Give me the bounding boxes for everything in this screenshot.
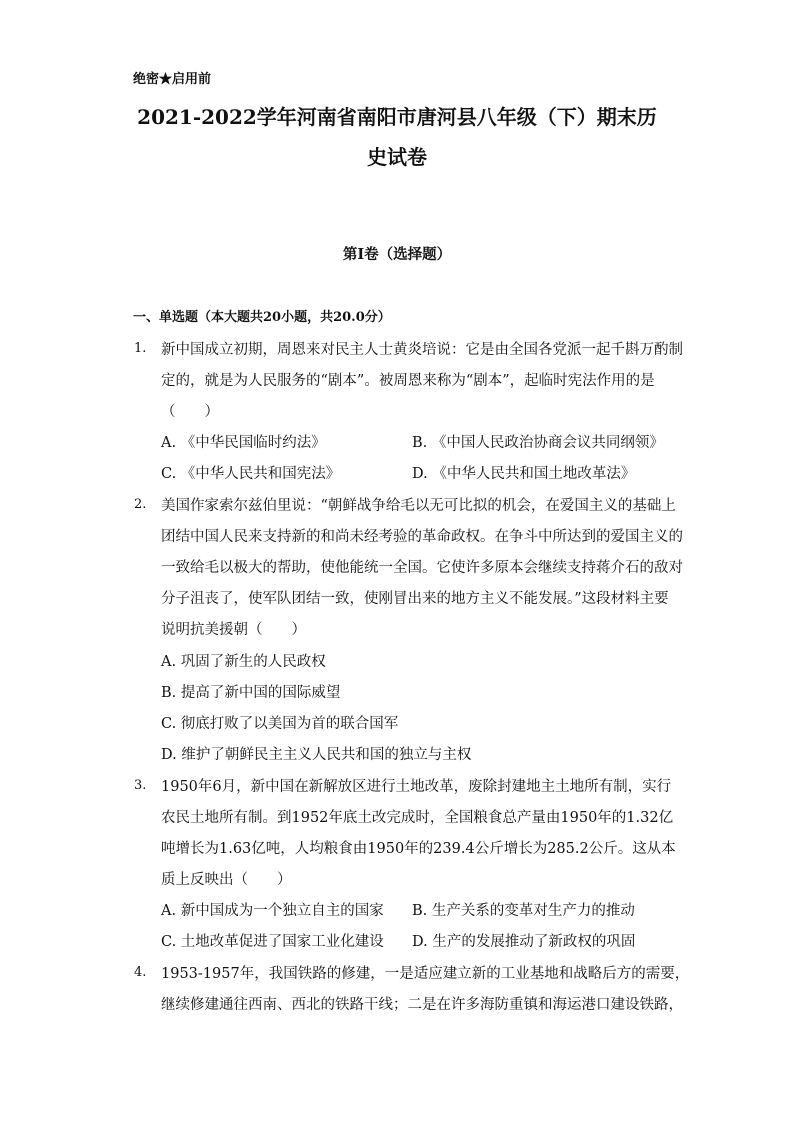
question-text-line: （ ） xyxy=(161,404,219,420)
question-number: 1. xyxy=(134,341,147,356)
question-text-line: 农民土地所有制。到1952年底土改完成时，全国粮食总产量由1950年的1.32亿 xyxy=(161,810,674,826)
option-c: C. 土地改革促进了国家工业化建设 xyxy=(161,934,384,950)
option-a: A. 新中国成为一个独立自主的国家 xyxy=(161,903,384,919)
exam-title-line1: 2021-2022学年河南省南阳市唐河县八年级（下）期末历 xyxy=(137,105,657,129)
question-number: 3. xyxy=(134,778,147,793)
question-text-line: 说明抗美援朝（ ） xyxy=(161,622,306,638)
option-b: B. 《中国人民政治协商会议共同纲领》 xyxy=(412,435,664,451)
question-text-line: 美国作家索尔兹伯里说：“朝鲜战争给毛以无可比拟的机会，在爱国主义的基础上 xyxy=(161,498,676,514)
question-text-line: 团结中国人民来支持新的和尚未经考验的革命政权。在争斗中所达到的爱国主义的 xyxy=(161,529,683,545)
option-b: B. 生产关系的变革对生产力的推动 xyxy=(412,903,635,919)
question-text-line: 1953-1957年，我国铁路的修建，一是适应建立新的工业基地和战略后方的需要， xyxy=(161,966,690,982)
option-b: B. 提高了新中国的国际威望 xyxy=(161,685,341,701)
option-d: D. 维护了朝鲜民主主义人民共和国的独立与主权 xyxy=(161,747,472,763)
question-number: 2. xyxy=(134,497,147,512)
option-c: C. 《中华人民共和国宪法》 xyxy=(161,466,341,482)
option-a: A. 巩固了新生的人民政权 xyxy=(161,654,326,670)
question-number: 4. xyxy=(134,965,147,980)
question-text-line: 一致给毛以极大的帮助，使他能统一全国。它使许多原本会继续支持蒋介石的敌对 xyxy=(161,560,683,576)
section-title: 一、单选题（本大题共20小题，共20.0分） xyxy=(133,310,391,325)
question-text-line: 质上反映出（ ） xyxy=(161,872,292,888)
option-d: D. 《中华人民共和国土地改革法》 xyxy=(412,466,636,482)
option-c: C. 彻底打败了以美国为首的联合国军 xyxy=(161,716,399,732)
exam-title-line2: 史试卷 xyxy=(367,145,427,169)
question-text-line: 分子沮丧了，使军队团结一致，使刚冒出来的地方主义不能发展。”这段材料主要 xyxy=(161,591,669,607)
question-text-line: 继续修建通往西南、西北的铁路干线；二是在许多海防重镇和海运港口建设铁路， xyxy=(161,997,683,1013)
question-text-line: 定的，就是为人民服务的“剧本”。被周恩来称为“剧本”，起临时宪法作用的是 xyxy=(161,373,655,389)
option-d: D. 生产的发展推动了新政权的巩固 xyxy=(412,934,636,950)
question-text-line: 新中国成立初期，周恩来对民主人士黄炎培说：它是由全国各党派一起千斟万酌制 xyxy=(161,342,683,358)
confidential-label: 绝密★启用前 xyxy=(133,72,212,87)
volume-title: 第Ⅰ卷（选择题） xyxy=(342,246,452,263)
question-text-line: 吨增长为1.63亿吨，人均粮食由1950年的239.4公斤增长为285.2公斤。这从本 xyxy=(161,841,676,857)
question-text-line: 1950年6月，新中国在新解放区进行土地改革，废除封建地主土地所有制，实行 xyxy=(161,779,672,795)
option-a: A. 《中华民国临时约法》 xyxy=(161,435,326,451)
